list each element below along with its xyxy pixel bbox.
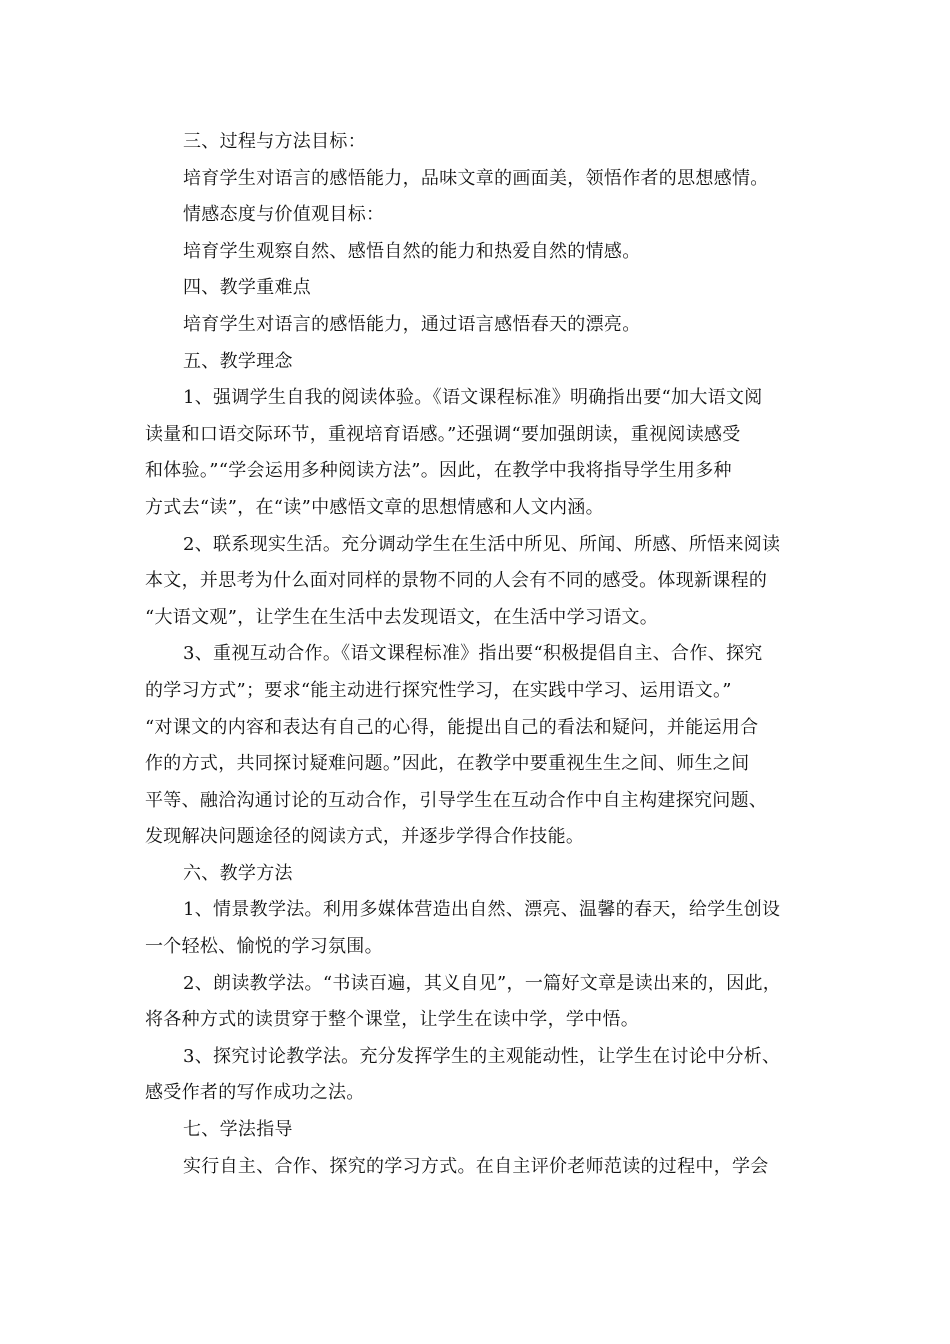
paragraph-line: 的学习方式”；要求“能主动进行探究性学习，在实践中学习、运用语文。”	[145, 679, 732, 701]
section-heading-study-guidance: 七、学法指导	[183, 1119, 293, 1141]
paragraph-line: 发现解决问题途径的阅读方式，并逐步学得合作技能。	[145, 826, 585, 848]
paragraph-line: 培育学生对语言的感悟能力，品味文章的画面美，领悟作者的思想感情。	[183, 167, 769, 189]
paragraph-line: 本文，并思考为什么面对同样的景物不同的人会有不同的感受。体现新课程的	[145, 570, 768, 592]
section-heading-key-points: 四、教学重难点	[183, 277, 312, 299]
paragraph-line: 2、联系现实生活。充分调动学生在生活中所见、所闻、所感、所悟来阅读	[183, 533, 781, 555]
paragraph-line: 读量和口语交际环节，重视培育语感。”还强调“要加强朗读，重视阅读感受	[145, 423, 741, 445]
paragraph-line: 和体验。”“学会运用多种阅读方法”。因此，在教学中我将指导学生用多种	[145, 460, 732, 482]
paragraph-line: 将各种方式的读贯穿于整个课堂，让学生在读中学，学中悟。	[145, 1009, 640, 1031]
paragraph-line: 感受作者的写作成功之法。	[145, 1082, 365, 1104]
paragraph-line: 1、情景教学法。利用多媒体营造出自然、漂亮、温馨的春天，给学生创设	[183, 899, 781, 921]
section-heading-teaching-methods: 六、教学方法	[183, 862, 293, 884]
paragraph-line: “对课文的内容和表达有自己的心得，能提出自己的看法和疑问，并能运用合	[145, 716, 759, 738]
paragraph-line: 一个轻松、愉悦的学习氛围。	[145, 936, 383, 958]
paragraph-line: 培育学生对语言的感悟能力，通过语言感悟春天的漂亮。	[183, 313, 641, 335]
section-heading-process-methods: 三、过程与方法目标：	[183, 131, 366, 152]
paragraph-line: “大语文观”，让学生在生活中去发现语文，在生活中学习语文。	[145, 606, 659, 628]
paragraph-line: 方式去“读”，在“读”中感悟文章的思想情感和人文内涵。	[145, 496, 604, 518]
paragraph-line: 培育学生观察自然、感悟自然的能力和热爱自然的情感。	[183, 240, 641, 262]
section-heading-emotion-values: 情感态度与价值观目标：	[183, 204, 385, 226]
paragraph-line: 3、重视互动合作。《语文课程标准》指出要“积极提倡自主、合作、探究	[183, 643, 763, 665]
paragraph-line: 平等、融洽沟通讨论的互动合作，引导学生在互动合作中自主构建探究问题、	[145, 789, 768, 811]
paragraph-line: 2、朗读教学法。“书读百遍，其义自见”，一篇好文章是读出来的，因此，	[183, 972, 782, 994]
paragraph-line: 1、强调学生自我的阅读体验。《语文课程标准》明确指出要“加大语文阅	[183, 387, 763, 409]
paragraph-line: 3、探究讨论教学法。充分发挥学生的主观能动性，让学生在讨论中分析、	[183, 1045, 781, 1067]
document-body	[145, 124, 805, 1185]
section-heading-teaching-philosophy: 五、教学理念	[183, 350, 293, 372]
paragraph-line: 实行自主、合作、探究的学习方式。在自主评价老师范读的过程中，学会	[183, 1155, 769, 1177]
paragraph-line: 作的方式，共同探讨疑难问题。”因此，在教学中要重视生生之间、师生之间	[145, 753, 750, 775]
